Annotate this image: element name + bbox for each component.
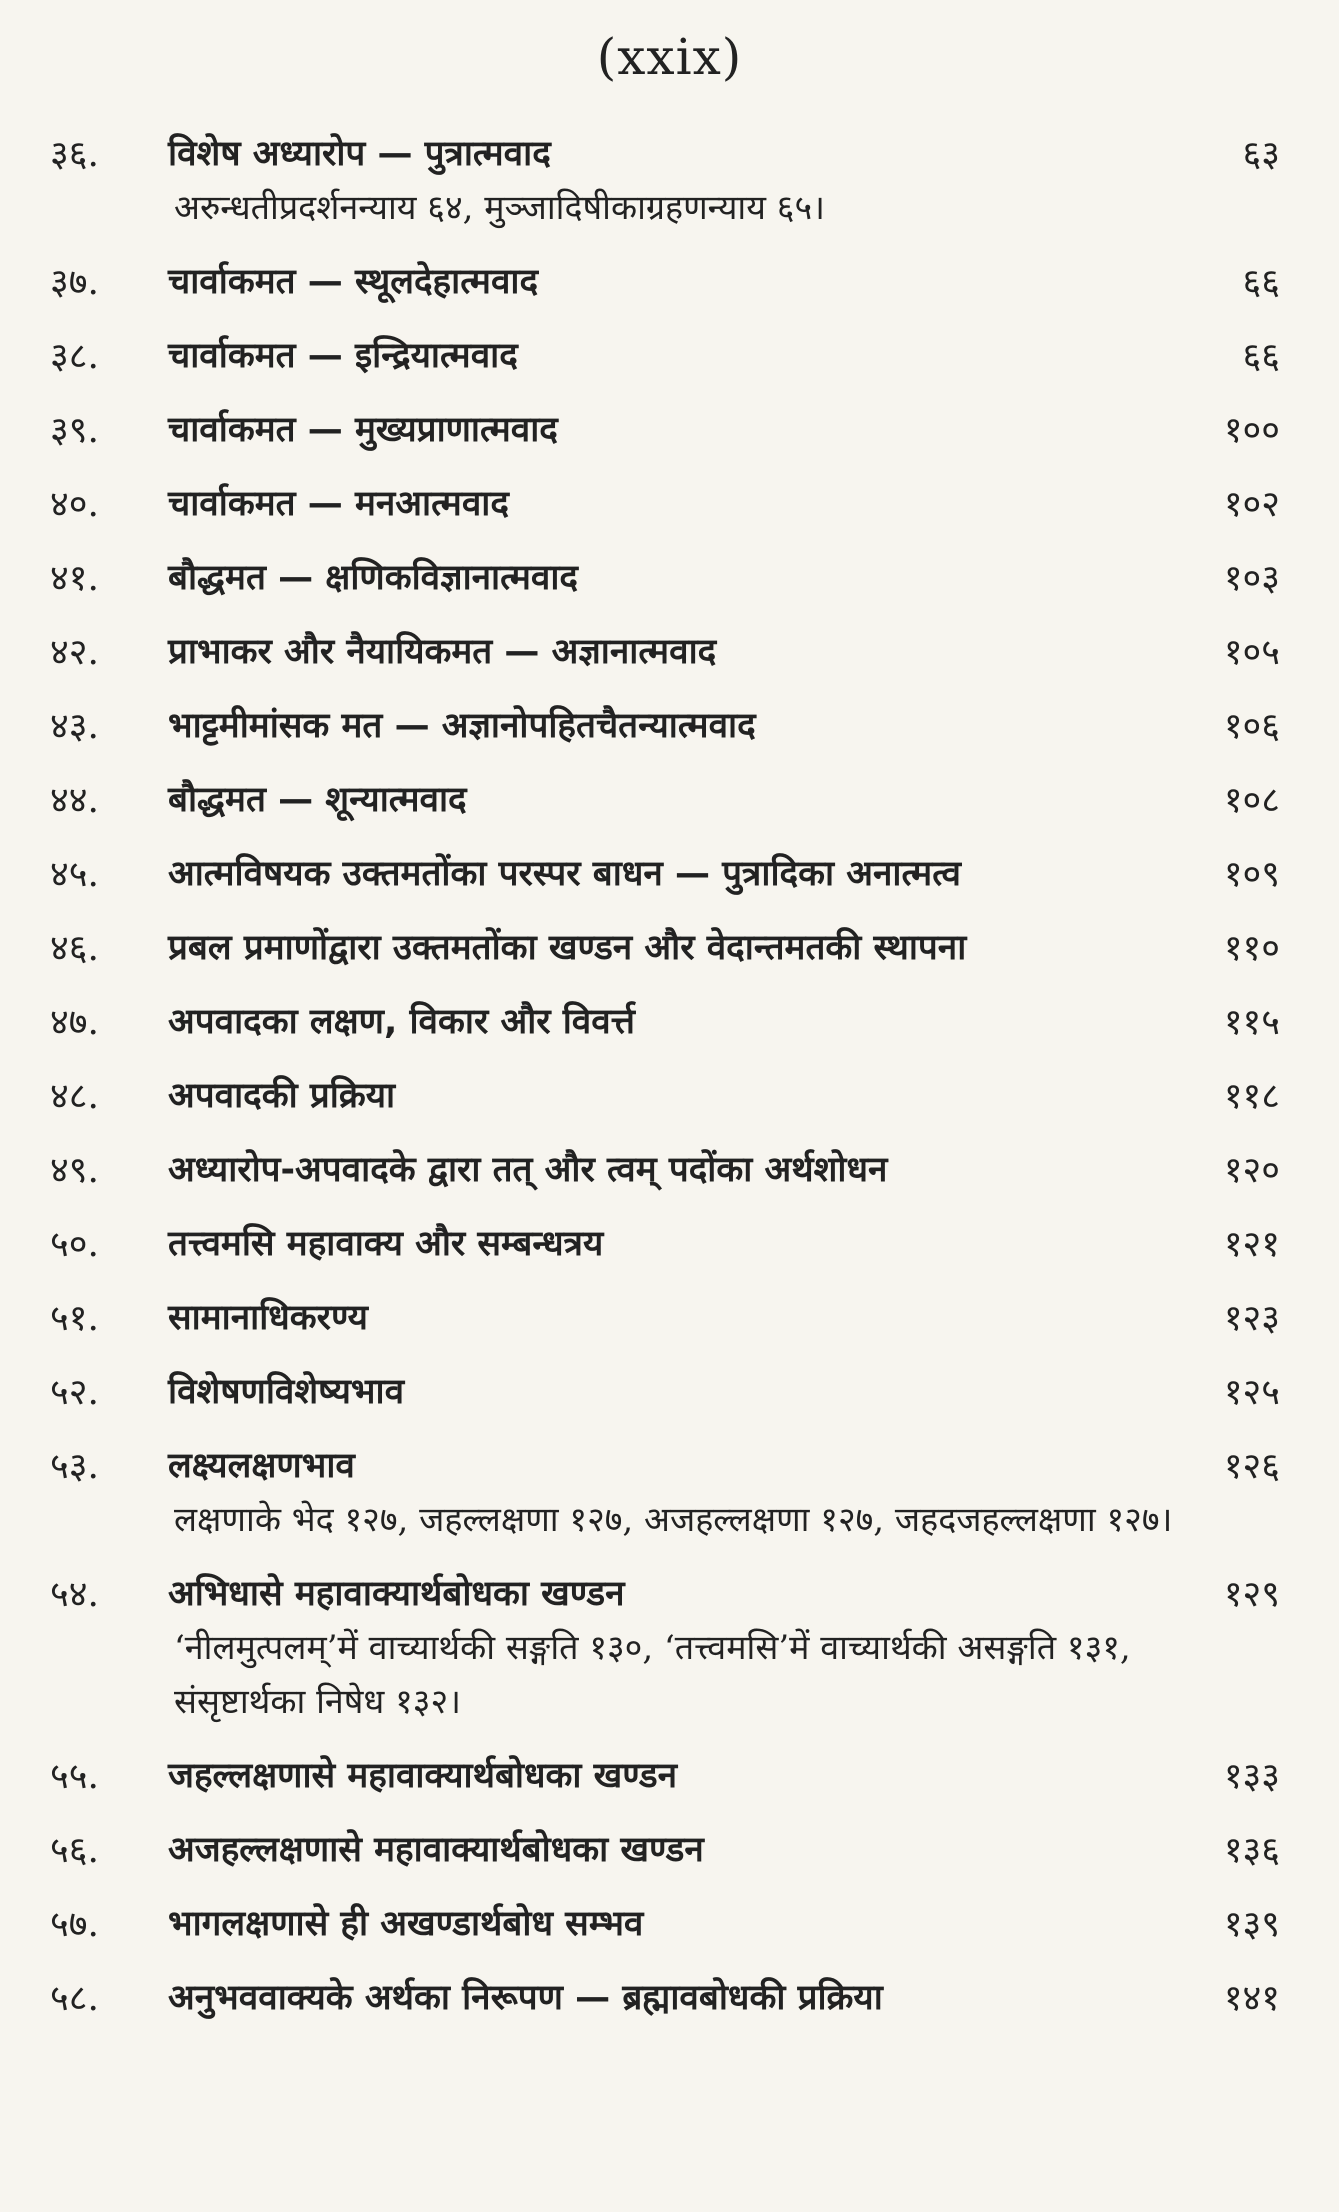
entry-number: ४६. <box>50 928 99 969</box>
entry-number: ३७. <box>50 262 99 303</box>
entry-title: सामानाधिकरण्य <box>168 1298 368 1338</box>
entry-title: अनुभववाक्यके अर्थका निरूपण — ब्रह्मावबोधकी प्रक्रिया <box>168 1978 883 2018</box>
entry-page: १३३ <box>1223 1756 1280 1797</box>
toc-entry <box>50 1824 1280 1877</box>
entry-number: ५६. <box>50 1830 99 1871</box>
entry-title: अध्यारोप-अपवादके द्वारा तत् और त्वम् पदोंका अर्थशोधन <box>168 1150 888 1190</box>
entry-title: चार्वाकमत — इन्द्रियात्मवाद <box>168 336 518 376</box>
entry-number: ४३. <box>50 706 99 747</box>
table-of-contents <box>50 128 1280 2046</box>
entry-number: ४९. <box>50 1150 99 1191</box>
entry-subtopics: ‘नीलमुत्पलम्’में वाच्यार्थकी सङ्गति १३०, ‘तत्त्वमसि’में वाच्यार्थकी असङ्गति १३१, संसृष्टार्थका निषेध १३२। <box>174 1628 1131 1722</box>
entry-number: ५२. <box>50 1372 99 1413</box>
toc-entry <box>50 256 1280 309</box>
entry-title: बौद्धमत — क्षणिकविज्ञानात्मवाद <box>168 558 579 598</box>
entry-page: १२१ <box>1223 1224 1280 1265</box>
entry-number: ४४. <box>50 780 99 821</box>
entry-page: १२९ <box>1223 1574 1280 1615</box>
entry-title: लक्ष्यलक्षणभाव <box>168 1446 355 1486</box>
entry-title: भागलक्षणासे ही अखण्डार्थबोध सम्भव <box>168 1904 644 1944</box>
toc-entry <box>50 1972 1280 2025</box>
toc-entry <box>50 1898 1280 1951</box>
entry-number: ५८. <box>50 1978 99 2019</box>
entry-number: ५५. <box>50 1756 99 1797</box>
entry-title: चार्वाकमत — स्थूलदेहात्मवाद <box>168 262 539 302</box>
entry-page: ११८ <box>1223 1076 1280 1117</box>
entry-page: १०५ <box>1223 632 1280 673</box>
toc-entry <box>50 330 1280 383</box>
toc-entry <box>50 626 1280 679</box>
toc-entry <box>50 1070 1280 1123</box>
entry-page: १२५ <box>1223 1372 1280 1413</box>
entry-page: ६६ <box>1242 336 1280 377</box>
entry-title: आत्मविषयक उक्तमतोंका परस्पर बाधन — पुत्रादिका अनात्मत्व <box>168 854 961 894</box>
entry-subtopics: अरुन्धतीप्रदर्शनन्याय ६४, मुञ्जादिषीकाग्रहणन्याय ६५। <box>174 188 826 228</box>
entry-number: ४०. <box>50 484 99 525</box>
toc-entry <box>50 848 1280 901</box>
entry-title: अपवादकी प्रक्रिया <box>168 1076 396 1116</box>
toc-entry <box>50 996 1280 1049</box>
entry-page: १०९ <box>1223 854 1280 895</box>
entry-number: ३८. <box>50 336 99 377</box>
entry-page: ११५ <box>1223 1002 1280 1043</box>
entry-title: अजहल्लक्षणासे महावाक्यार्थबोधका खण्डन <box>168 1830 704 1870</box>
toc-entry <box>50 1440 1280 1547</box>
entry-number: ४५. <box>50 854 99 895</box>
entry-number: ५१. <box>50 1298 99 1339</box>
entry-page: १०० <box>1223 410 1280 451</box>
toc-entry <box>50 1366 1280 1419</box>
entry-title: अपवादका लक्षण, विकार और विवर्त्त <box>168 1002 635 1042</box>
toc-entry <box>50 1144 1280 1197</box>
entry-title: भाट्टमीमांसक मत — अज्ञानोपहितचैतन्यात्मवाद <box>168 706 756 746</box>
entry-title: प्रबल प्रमाणोंद्वारा उक्तमतोंका खण्डन और वेदान्तमतकी स्थापना <box>168 928 967 968</box>
entry-page: १०८ <box>1223 780 1280 821</box>
entry-page: १२६ <box>1223 1446 1280 1487</box>
entry-page: १२३ <box>1223 1298 1280 1339</box>
entry-number: ५०. <box>50 1224 99 1265</box>
page-number: (xxix) <box>596 28 743 86</box>
entry-title: प्राभाकर और नैयायिकमत — अज्ञानात्मवाद <box>168 632 717 672</box>
entry-page: ६३ <box>1242 134 1280 175</box>
entry-title: विशेषणविशेष्यभाव <box>168 1372 405 1412</box>
entry-page: १०२ <box>1223 484 1280 525</box>
toc-entry <box>50 1292 1280 1345</box>
entry-page: १३६ <box>1223 1830 1280 1871</box>
entry-title: चार्वाकमत — मुख्यप्राणात्मवाद <box>168 410 558 450</box>
entry-number: ४१. <box>50 558 99 599</box>
toc-entry <box>50 1218 1280 1271</box>
entry-number: ५७. <box>50 1904 99 1945</box>
entry-page: १४१ <box>1223 1978 1280 2019</box>
entry-title: जहल्लक्षणासे महावाक्यार्थबोधका खण्डन <box>168 1756 678 1796</box>
toc-entry <box>50 552 1280 605</box>
entry-title: तत्त्वमसि महावाक्य और सम्बन्धत्रय <box>168 1224 604 1264</box>
entry-page: १०३ <box>1223 558 1280 599</box>
entry-title: अभिधासे महावाक्यार्थबोधका खण्डन <box>168 1574 625 1614</box>
toc-entry <box>50 1750 1280 1803</box>
toc-entry <box>50 774 1280 827</box>
entry-subtopics: लक्षणाके भेद १२७, जहल्लक्षणा १२७, अजहल्लक्षणा १२७, जहदजहल्लक्षणा १२७। <box>174 1500 1173 1540</box>
toc-entry <box>50 128 1280 235</box>
entry-number: ३९. <box>50 410 99 451</box>
entry-number: ५४. <box>50 1574 99 1615</box>
entry-number: ५३. <box>50 1446 99 1487</box>
entry-number: ४२. <box>50 632 99 673</box>
entry-number: ४८. <box>50 1076 99 1117</box>
entry-number: ३६. <box>50 134 99 175</box>
entry-page: ६६ <box>1242 262 1280 303</box>
toc-entry <box>50 700 1280 753</box>
toc-entry <box>50 1568 1280 1729</box>
entry-page: १३९ <box>1223 1904 1280 1945</box>
entry-page: १०६ <box>1223 706 1280 747</box>
entry-title: विशेष अध्यारोप — पुत्रात्मवाद <box>168 134 551 174</box>
toc-entry <box>50 922 1280 975</box>
entry-page: ११० <box>1223 928 1280 969</box>
entry-title: बौद्धमत — शून्यात्मवाद <box>168 780 467 820</box>
entry-page: १२० <box>1223 1150 1280 1191</box>
entry-title: चार्वाकमत — मनआत्मवाद <box>168 484 509 524</box>
toc-entry <box>50 404 1280 457</box>
entry-number: ४७. <box>50 1002 99 1043</box>
toc-entry <box>50 478 1280 531</box>
